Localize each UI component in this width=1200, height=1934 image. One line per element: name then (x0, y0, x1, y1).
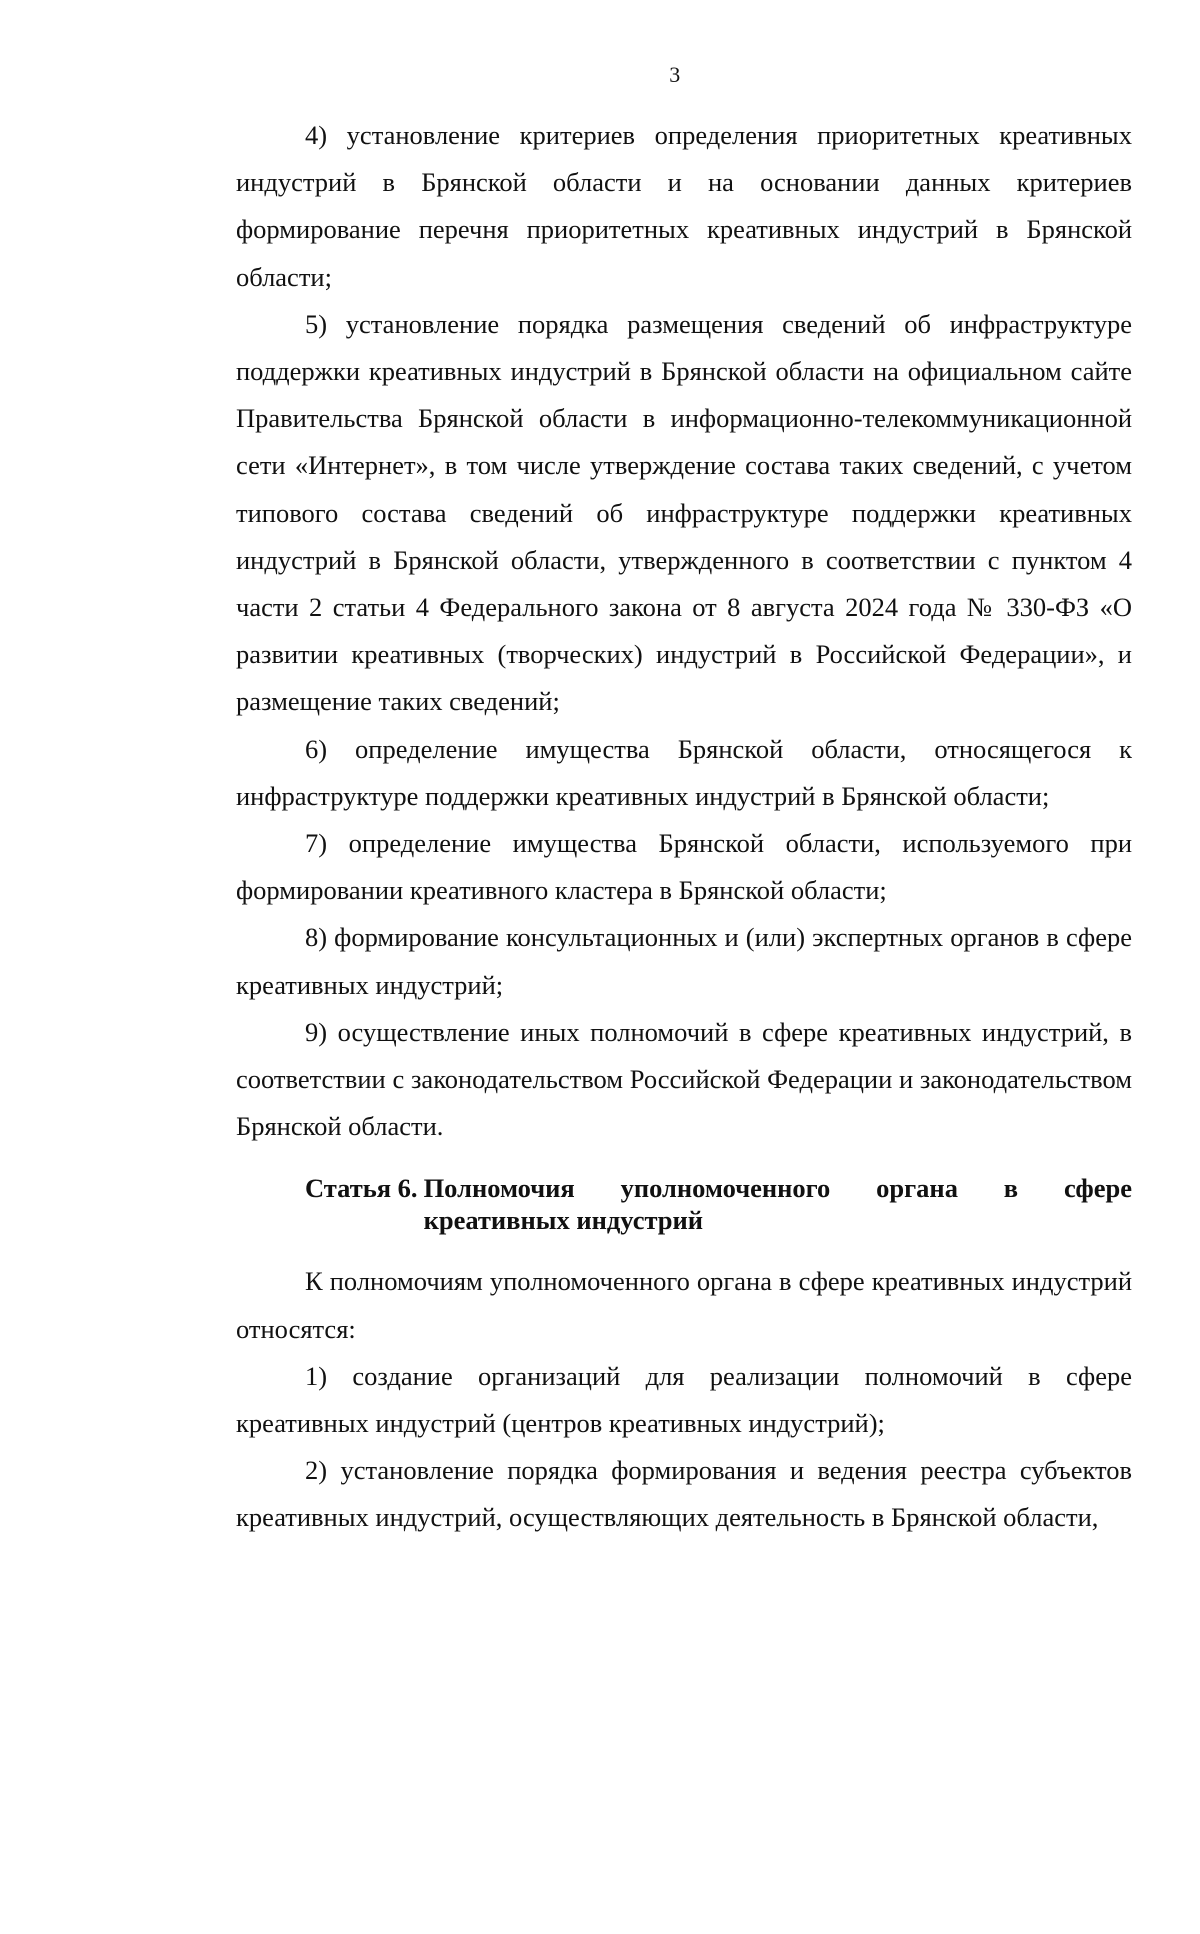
paragraph-intro: К полномочиям уполномоченного органа в сфере креативных индустрий относятся: (236, 1266, 1132, 1344)
article-title-word: в (1003, 1173, 1019, 1204)
article-heading (236, 1172, 1132, 1236)
paragraph-item-7: 7) определение имущества Брянской области, используемого при формировании креативного кластера в Брянской области; (236, 828, 1132, 906)
paragraph-item-5: 5) установление порядка размещения сведений об инфраструктуре поддержки креативных индустрий в Брянской области на официальном сайте Правительства Брянской области в информационно-телекоммуникационной сети «Интернет», в том числе утверждение состава таких сведений, с учетом типового состава сведений об инфраструктуре поддержки креативных индустрий в Брянской области, утвержденного в соответствии с пунктом 4 части 2 статьи 4 Федерального закона от 8 августа 2024 года № 330-ФЗ «О развитии креативных (творческих) индустрий в Российской Федерации», и размещение таких сведений; (236, 308, 1132, 717)
article-number: Статья 6. (305, 1173, 418, 1204)
article-title-word: уполномоченного (620, 1173, 831, 1204)
section-spacer (236, 1150, 1132, 1172)
page-number: 3 (669, 62, 681, 87)
paragraph-item-4: 4) установление критериев определения приоритетных креативных индустрий в Брянской области и на основании данных критериев формирование перечня приоритетных креативных индустрий в Брянской области; (236, 120, 1132, 292)
article-title (424, 1172, 1132, 1236)
paragraph-item-6: 6) определение имущества Брянской области, относящегося к инфраструктуре поддержки креативных индустрий в Брянской области; (236, 733, 1132, 811)
article-title-word: органа (876, 1173, 958, 1204)
article-title-line-2: креативных индустрий (423, 1205, 704, 1236)
paragraph-item-2: 2) установление порядка формирования и ведения реестра субъектов креативных индустрий, осуществляющих деятельность в Брянской области, (236, 1455, 1132, 1533)
article-title-word: сфере (1063, 1173, 1132, 1204)
paragraph-item-1: 1) создание организаций для реализации полномочий в сфере креативных индустрий (центров креативных индустрий); (236, 1360, 1132, 1439)
article-title-word: Полномочия (423, 1173, 575, 1204)
paragraph-item-9: 9) осуществление иных полномочий в сфере креативных индустрий, в соответствии с законодательством Российской Федерации и законодательством Брянской области. (236, 1016, 1132, 1142)
document-body (236, 112, 1132, 1542)
section-spacer (236, 1236, 1132, 1258)
paragraph-item-8: 8) формирование консультационных и (или) экспертных органов в сфере креативных индустрий; (236, 922, 1132, 1000)
article-title-line-1 (424, 1172, 1132, 1204)
